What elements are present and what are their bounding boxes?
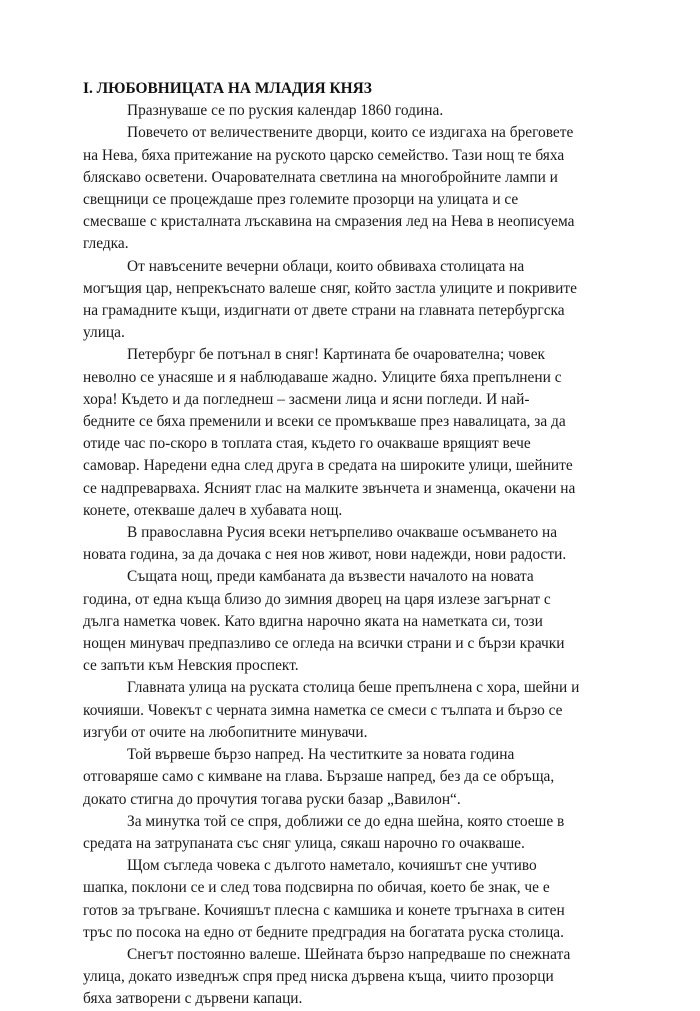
text-line: година, от една къща близо до зимния дворец на царя излезе загърнат с [83, 590, 551, 608]
paragraph-4 [83, 344, 623, 522]
text-line: на Нева, бяха притежание на руското царско семейство. Тази нощ те бяха [83, 146, 565, 164]
text-line: се запъти към Невския проспект. [83, 657, 299, 675]
text-line: неволно се унасяше и я наблюдаваше жадно. Улиците бяха препълнени с [83, 368, 562, 386]
text-line: самовар. Наредени една след друга в средата на широките улици, шейните [83, 457, 573, 475]
text-line: шапка, поклони се и след това подсвирна по обичая, което бе знак, че е [83, 879, 550, 897]
text-line: Той вървеше бързо напред. На честитките за новата година [127, 746, 515, 764]
text-line: Снегът постоянно валеше. Шейната бързо напредваше по снежната [127, 945, 571, 963]
text-line: бляскаво осветени. Очарователната светлина на многобройните лампи и [83, 168, 558, 186]
paragraph-6 [83, 566, 623, 677]
text-line: смесваше с кристалната лъскавина на смразения лед на Нева в неописуема [83, 213, 575, 231]
text-line: средата на затрупаната със сняг улица, сякаш нарочно го очакваше. [83, 834, 525, 852]
paragraph-5 [83, 522, 623, 566]
text-line: на грамадните къщи, издигнати от двете страни на главната петербургска [83, 302, 565, 320]
text-line: Повечето от величествените дворци, които се издигаха на бреговете [127, 124, 574, 142]
text-line: Същата нощ, преди камбаната да възвести началото на новата [127, 568, 534, 586]
text-line: докато стигна до прочутия тогава руски базар „Вавилон“. [83, 790, 461, 808]
text-line: Петербург бе потънал в сняг! Картината бе очарователна; човек [127, 346, 546, 364]
text-line: кочияши. Човекът с черната зимна наметка се смеси с тълпата и бързо се [83, 701, 563, 719]
text-line: могъщия цар, непрекъснато валеше сняг, който застла улиците и покривите [83, 279, 577, 297]
text-line: готов за тръгване. Кочияшът плесна с камшика и конете тръгнаха в ситен [83, 901, 565, 919]
text-line: се надпреварваха. Ясният глас на малките звънчета и знаменца, окачени на [83, 479, 576, 497]
text-line: Щом съгледа човека с дългото наметало, кочияшът сне учтиво [127, 857, 537, 875]
chapter-title: I. ЛЮБОВНИЦАТА НА МЛАДИЯ КНЯЗ [83, 80, 372, 97]
paragraph-10 [83, 855, 623, 944]
paragraph-8 [83, 744, 623, 811]
document-page [83, 78, 623, 1011]
paragraph-7 [83, 677, 623, 744]
text-line: гледка. [83, 235, 129, 253]
text-line: нощен минувач предпазливо се огледа на всички страни и с бързи крачки [83, 635, 565, 653]
text-line: свещници се процеждаше през големите прозорци на улицата и се [83, 191, 519, 209]
text-line: Празнуваше се по руския календар 1860 година. [127, 102, 444, 120]
text-line: бяха затворени с дървени капаци. [83, 990, 303, 1008]
text-line: За минутка той се спря, доближи се до една шейна, която стоеше в [127, 812, 565, 830]
text-line: улица. [83, 324, 125, 342]
text-line: отиде час по-скоро в топлата стая, където го очакваше врящият вече [83, 435, 531, 453]
text-line: В православна Русия всеки нетърпеливо очакваше осъмването на [127, 524, 558, 542]
text-line: хора! Където и да погледнеш – засмени лица и ясни погледи. И най- [83, 390, 530, 408]
paragraph-9 [83, 811, 623, 855]
text-line: бедните се бяха пременили и всеки се промъкваше през навалицата, за да [83, 413, 566, 431]
paragraph-3 [83, 256, 623, 345]
text-line: улица, докато изведнъж спря пред ниска дървена къща, чиито прозорци [83, 968, 554, 986]
text-line: тръс по посока на едно от бедните предградия на богатата руска столица. [83, 923, 564, 941]
text-line: Главната улица на руската столица беше препълнена с хора, шейни и [127, 679, 580, 697]
text-line: конете, отекваше далеч в хубавата нощ. [83, 501, 343, 519]
paragraph-11 [83, 944, 623, 1011]
text-line: дълга наметка човек. Като вдигна нарочно яката на наметката си, този [83, 612, 543, 630]
text-line: изгуби от очите на любопитните минувачи. [83, 723, 368, 741]
paragraph-1 [83, 100, 623, 122]
text-line: отговаряше само с кимване на глава. Бързаше напред, без да се обръща, [83, 768, 555, 786]
paragraph-2 [83, 122, 623, 255]
text-line: От навъсените вечерни облаци, които обвиваха столицата на [127, 257, 525, 275]
text-line: новата година, за да дочака с нея нов живот, нови надежди, нови радости. [83, 546, 567, 564]
